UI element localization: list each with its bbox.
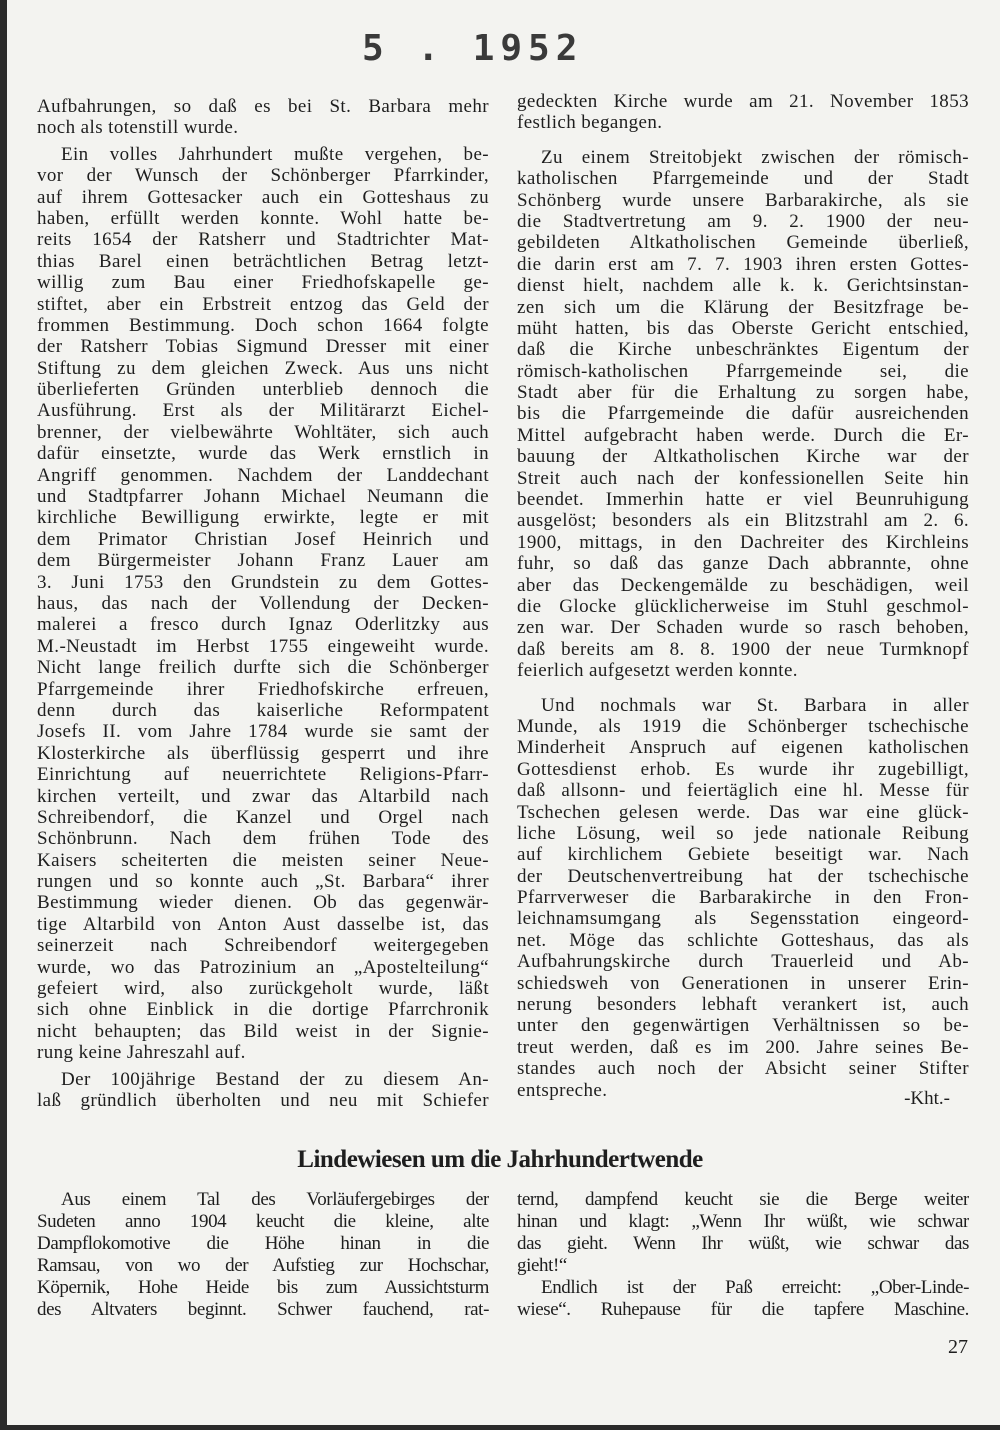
text-line: denn durch das kaiserliche Reformpatent: [37, 699, 489, 721]
text-line: 1900, mittags, in den Dachreiter des Kirchleins: [517, 531, 969, 553]
paragraph: [37, 144, 489, 1064]
paragraph: [517, 91, 969, 134]
article2-title: Lindewiesen um die Jahrhundertwende: [297, 1146, 703, 1173]
text-line: malerei a fresco durch Ignaz Oderlitzky aus: [37, 614, 489, 636]
text-line: auf ihrem Gottesacker auch ein Gotteshaus zu: [37, 186, 489, 208]
page-number: 27: [948, 1336, 968, 1358]
text-line: vor der Wunsch der Schönberger Pfarrkinder,: [37, 165, 489, 187]
text-line: unter den gegenwärtigen Verhältnissen so be-: [517, 1015, 969, 1037]
text-line: die Stadtvertretung am 9. 2. 1900 der neu-: [517, 210, 969, 232]
text-line: reits 1654 der Ratsherr und Stadtrichter Mat-: [37, 229, 489, 251]
text-line: Angriff genommen. Nachdem der Landdechant: [37, 464, 489, 486]
text-line: leichnamsumgang als Segensstation eingeord-: [517, 908, 969, 930]
text-line: Ein volles Jahrhundert mußte vergehen, be-: [61, 143, 489, 165]
text-line: frommen Bestimmung. Doch schon 1664 folgte: [37, 314, 489, 336]
text-line: wurde, wo das Patrozinium an „Apostelteilung“: [37, 956, 489, 978]
text-line: müht hatten, bis das Oberste Gericht entschied,: [517, 317, 969, 339]
text-line: aber das Deckengemälde zu beschädigen, weil: [517, 574, 969, 596]
text-line: festlich begangen.: [517, 112, 663, 134]
text-line: katholischen Pfarrgemeinde und der Stadt: [517, 168, 969, 190]
book-binding-edge: [0, 0, 7, 1430]
article2-left-column: [37, 1189, 489, 1321]
text-line: thias Barel einen beträchtlichen Betrag letzt-: [37, 250, 489, 272]
text-line: Der 100jährige Bestand der zu diesem An-: [61, 1068, 489, 1090]
text-line: M.-Neustadt im Herbst 1755 eingeweiht wurde.: [37, 635, 489, 657]
text-line: Zu einem Streitobjekt zwischen der römisch-: [541, 146, 969, 168]
text-line: brenner, der vielbewährte Wohltäter, sich auch: [37, 421, 489, 443]
text-line: standes auch noch der Absicht seiner Stifter: [517, 1058, 969, 1080]
paragraph: [37, 1189, 489, 1321]
text-line: kirchen verteilt, und zwar das Altarbild nach: [37, 785, 489, 807]
text-line: Gottesdienst erhob. Es wurde ihr zugebilligt,: [517, 758, 969, 780]
text-line: willig zum Bau einer Friedhofskapelle ge-: [37, 272, 489, 294]
text-line: Stiftung zu dem gleichen Zweck. Aus uns nicht: [37, 357, 489, 379]
text-line: ausgelöst; besonders als ein Blitzstrahl am 2. 6.: [517, 510, 969, 532]
text-line: Nicht lange freilich durfte sich die Schönberger: [37, 657, 489, 679]
text-line: römisch-katholischen Pfarrgemeinde sei, die: [517, 360, 969, 382]
text-line: net. Möge das schlichte Gotteshaus, das als: [517, 929, 969, 951]
text-line: Schönbrunn. Nach dem frühen Tode des: [37, 828, 489, 850]
text-line: Bestimmung wieder dienen. Ob das gegenwär-: [37, 892, 489, 914]
text-line: rung keine Jahreszahl auf.: [37, 1042, 246, 1064]
paragraph: [517, 1189, 969, 1277]
text-line: Kaisers scheiterten die meisten seiner Neue-: [37, 849, 489, 871]
paragraph: [517, 1277, 969, 1321]
text-line: nerung besonders lebhaft verankert ist, auch: [517, 994, 969, 1016]
text-line: daß bereits am 8. 8. 1900 der neue Turmknopf: [517, 638, 969, 660]
text-line: der Deutschenvertreibung hat der tschechische: [517, 865, 969, 887]
text-line: ternd, dampfend keucht sie die Berge weiter: [517, 1189, 969, 1210]
text-line: Stadt aber für die Erhaltung zu sorgen habe,: [517, 382, 969, 404]
text-line: Minderheit Anspruch auf eigenen katholischen: [517, 737, 969, 759]
text-line: fuhr, so daß das ganze Dach abbrannte, ohne: [517, 553, 969, 575]
text-line: treut werden, daß es im 200. Jahre seines Be-: [517, 1036, 969, 1058]
text-line: gefeiert wird, also zurückgeholt wurde, läßt: [37, 978, 489, 1000]
text-line: auf kirchlichem Gebiete beseitigt war. Nach: [517, 844, 969, 866]
text-line: dem Bürgermeister Johann Franz Lauer am: [37, 550, 489, 572]
text-line: Aus einem Tal des Vorläufergebirges der: [61, 1189, 489, 1210]
paragraph: [517, 147, 969, 682]
text-line: wiese“. Ruhepause für die tapfere Maschine.: [517, 1299, 969, 1320]
text-line: hinan und klagt: „Wenn Ihr wüßt, wie schwar: [517, 1211, 969, 1232]
text-line: Sudeten anno 1904 keucht die kleine, alte: [37, 1211, 489, 1232]
text-line: seinerzeit nach Schreibendorf weitergegeben: [37, 935, 489, 957]
text-line: Köpernik, Hohe Heide bis zum Aussichtsturm: [37, 1277, 489, 1298]
paragraph: [517, 695, 969, 1101]
text-line: Mittel aufgebracht haben werde. Durch die Er-: [517, 424, 969, 446]
text-line: Und nochmals war St. Barbara in aller: [541, 694, 969, 716]
text-line: gebildeten Altkatholischen Gemeinde überließ,: [517, 232, 969, 254]
text-line: haben, erfüllt werden konnte. Wohl hatte be-: [37, 207, 489, 229]
text-line: Ausführung. Erst als der Militärarzt Eichel-: [37, 400, 489, 422]
text-line: Dampflokomotive die Höhe hinan in die: [37, 1233, 489, 1254]
text-line: Josefs II. vom Jahre 1784 wurde sie samt der: [37, 721, 489, 743]
text-line: dienst hielt, nachdem alle k. k. Gerichtsinstan-: [517, 275, 969, 297]
text-line: nicht behaupten; das Bild weist in der Signie-: [37, 1020, 489, 1042]
text-line: bis die Pfarrgemeinde die dafür ausreichenden: [517, 403, 969, 425]
text-line: Pfarrgemeinde ihrer Friedhofskirche erfreuen,: [37, 678, 489, 700]
issue-date-header: 5 . 1952: [362, 28, 584, 69]
text-line: Aufbahrungskirche durch Trauerleid und Ab-: [517, 951, 969, 973]
text-line: laß gründlich überholten und neu mit Schiefer: [37, 1089, 489, 1111]
text-line: Aufbahrungen, so daß es bei St. Barbara mehr: [37, 96, 489, 117]
article1-right-column: [517, 91, 969, 1101]
text-line: Endlich ist der Paß erreicht: „Ober-Linde-: [541, 1277, 969, 1298]
paragraph: [37, 96, 489, 139]
text-line: liche Lösung, weil so jede nationale Reibung: [517, 822, 969, 844]
text-line: Einrichtung auf neuerrichtete Religions-Pfarr-: [37, 764, 489, 786]
text-line: stiftet, aber ein Erbstreit entzog das Geld der: [37, 293, 489, 315]
text-line: des Altvaters beginnt. Schwer fauchend, rat-: [37, 1299, 489, 1320]
text-line: Munde, als 1919 die Schönberger tschechische: [517, 715, 969, 737]
text-line: rungen und so konnte auch „St. Barbara“ ihrer: [37, 871, 489, 893]
text-line: die darin erst am 7. 7. 1903 ihren ersten Gottes-: [517, 253, 969, 275]
text-line: zen war. Der Schaden wurde so rasch behoben,: [517, 617, 969, 639]
paragraph: [37, 1069, 489, 1112]
text-line: gedeckten Kirche wurde am 21. November 1853: [517, 91, 969, 112]
author-signature: -Kht.-: [904, 1088, 950, 1109]
text-line: die Glocke glücklicherweise im Stuhl geschmol-: [517, 595, 969, 617]
text-line: schiedsweh von Generationen in unserer Erin-: [517, 972, 969, 994]
article2-right-column: [517, 1189, 969, 1321]
text-line: Schreibendorf, die Kanzel und Orgel nach: [37, 806, 489, 828]
text-line: tige Altarbild von Anton Aust dasselbe ist, das: [37, 913, 489, 935]
text-line: Tschechen gelesen werde. Das war eine glück-: [517, 801, 969, 823]
text-line: dafür einsetzte, wurde das Werk ernstlich in: [37, 443, 489, 465]
text-line: Schönberg wurde unsere Barbarakirche, als sie: [517, 189, 969, 211]
text-line: dem Primator Christian Josef Heinrich und: [37, 528, 489, 550]
text-line: Pfarrverweser die Barbarakirche in den Fron-: [517, 887, 969, 909]
text-line: Klosterkirche als überflüssig gesperrt und ihre: [37, 742, 489, 764]
text-line: daß allsonn- und feiertäglich eine hl. Messe für: [517, 780, 969, 802]
text-line: Ramsau, von wo der Aufstieg zur Hochschar,: [37, 1255, 489, 1276]
text-line: der Ratsherr Tobias Sigmund Dresser mit einer: [37, 336, 489, 358]
text-line: Streit auch nach der konfessionellen Seite hin: [517, 467, 969, 489]
text-line: überlieferten Gründen unterblieb dennoch die: [37, 379, 489, 401]
text-line: beendet. Immerhin hatte er viel Beunruhigung: [517, 489, 969, 511]
text-line: daß die Kirche unbeschränktes Eigentum der: [517, 339, 969, 361]
text-line: sich ohne Einblick in die dortige Pfarrchronik: [37, 999, 489, 1021]
text-line: entspreche.: [517, 1079, 608, 1101]
text-line: feierlich aufgesetzt werden konnte.: [517, 660, 798, 682]
text-line: bauung der Altkatholischen Kirche war der: [517, 446, 969, 468]
text-line: gieht!“: [517, 1255, 567, 1276]
text-line: haus, das nach der Vollendung der Decken-: [37, 592, 489, 614]
page-bottom-edge: [0, 1425, 1000, 1430]
text-line: noch als totenstill wurde.: [37, 117, 239, 139]
text-line: zen sich um die Klärung der Besitzfrage be-: [517, 296, 969, 318]
text-line: kirchliche Bewilligung erwirkte, legte er mit: [37, 507, 489, 529]
text-line: 3. Juni 1753 den Grundstein zu dem Gottes-: [37, 571, 489, 593]
article1-left-column: [37, 96, 489, 1111]
text-line: das gieht. Wenn Ihr wüßt, wie schwar das: [517, 1233, 969, 1254]
text-line: und Stadtpfarrer Johann Michael Neumann die: [37, 486, 489, 508]
